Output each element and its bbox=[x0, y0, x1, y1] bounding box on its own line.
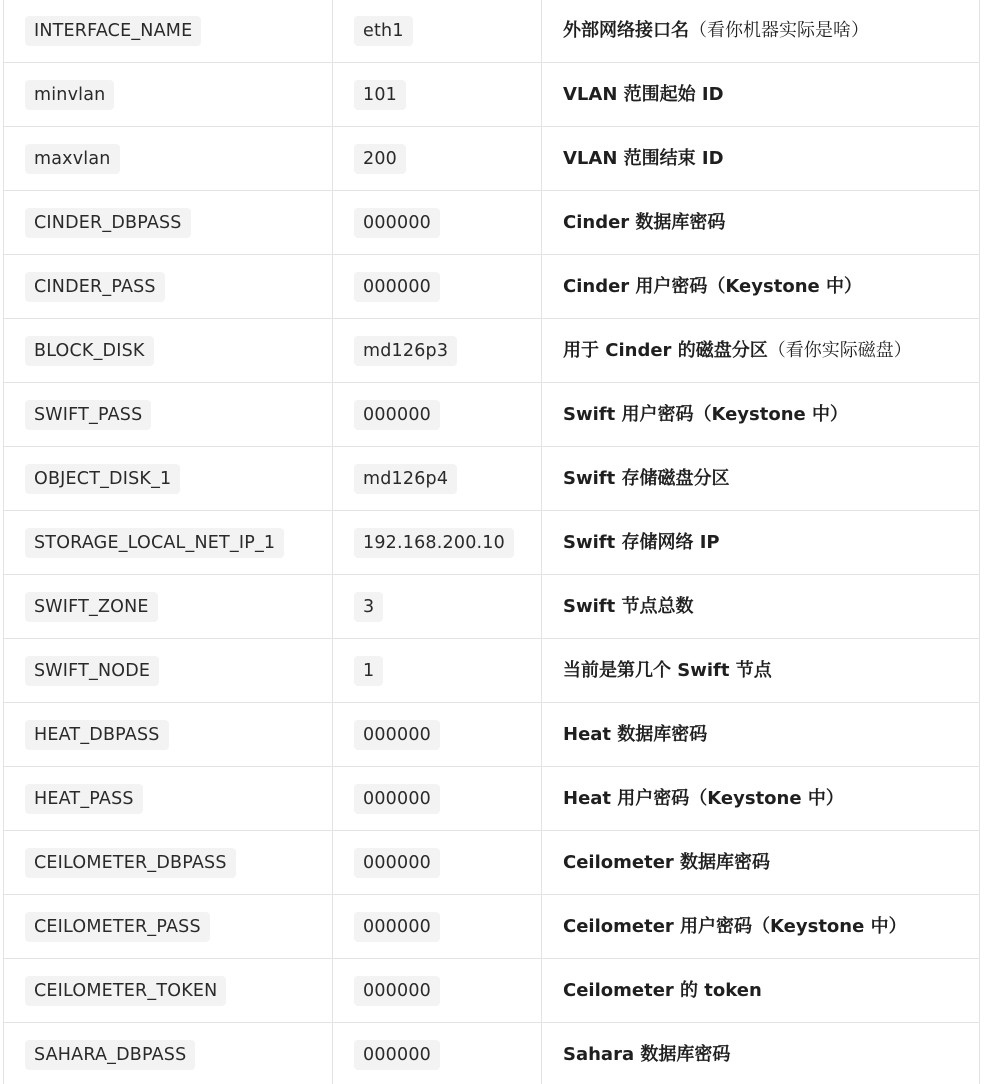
variable-name-cell bbox=[4, 575, 333, 639]
variable-value-cell bbox=[333, 639, 542, 703]
variable-description-cell bbox=[542, 63, 980, 127]
variable-description: Cinder 数据库密码 bbox=[563, 211, 726, 233]
variable-name-code: BLOCK_DISK bbox=[25, 336, 154, 366]
variable-value-code: 000000 bbox=[354, 784, 440, 814]
variable-name-cell bbox=[4, 63, 333, 127]
variable-name-code: SWIFT_NODE bbox=[25, 656, 159, 686]
variable-description: Swift 节点总数 bbox=[563, 595, 694, 617]
variable-value-cell bbox=[333, 191, 542, 255]
variable-value-code: 000000 bbox=[354, 976, 440, 1006]
variable-value-cell bbox=[333, 0, 542, 63]
variable-name-code: SWIFT_ZONE bbox=[25, 592, 158, 622]
variable-value-cell bbox=[333, 383, 542, 447]
variable-description: Sahara 数据库密码 bbox=[563, 1043, 731, 1065]
table-row bbox=[4, 191, 980, 255]
variable-name-code: minvlan bbox=[25, 80, 114, 110]
variable-description: Ceilometer 数据库密码 bbox=[563, 851, 771, 873]
variable-name-cell bbox=[4, 191, 333, 255]
variable-value-code: eth1 bbox=[354, 16, 413, 46]
variable-name-code: CEILOMETER_PASS bbox=[25, 912, 210, 942]
variable-description-cell bbox=[542, 383, 980, 447]
variable-value-cell bbox=[333, 575, 542, 639]
variable-name-code: maxvlan bbox=[25, 144, 120, 174]
variable-description: Heat 用户密码（Keystone 中） bbox=[563, 787, 844, 809]
variable-description: 外部网络接口名 bbox=[563, 19, 689, 41]
table-row bbox=[4, 319, 980, 383]
variable-name-cell bbox=[4, 959, 333, 1023]
variable-description: Cinder 用户密码（Keystone 中） bbox=[563, 275, 862, 297]
config-variable-table bbox=[3, 0, 980, 1084]
variable-description-cell bbox=[542, 255, 980, 319]
variable-name-cell bbox=[4, 511, 333, 575]
variable-name-code: CEILOMETER_TOKEN bbox=[25, 976, 226, 1006]
variable-description: Swift 存储网络 IP bbox=[563, 531, 720, 553]
variable-name-cell bbox=[4, 831, 333, 895]
variable-value-code: 000000 bbox=[354, 208, 440, 238]
variable-value-code: 000000 bbox=[354, 720, 440, 750]
variable-description-cell bbox=[542, 1023, 980, 1084]
table-row bbox=[4, 767, 980, 831]
variable-name-code: OBJECT_DISK_1 bbox=[25, 464, 180, 494]
variable-name-cell bbox=[4, 895, 333, 959]
variable-name-cell bbox=[4, 127, 333, 191]
variable-description-cell bbox=[542, 575, 980, 639]
variable-description: VLAN 范围起始 ID bbox=[563, 83, 724, 105]
variable-value-code: 000000 bbox=[354, 848, 440, 878]
variable-name-code: INTERFACE_NAME bbox=[25, 16, 201, 46]
table-row bbox=[4, 447, 980, 511]
variable-name-cell bbox=[4, 767, 333, 831]
variable-value-code: 000000 bbox=[354, 400, 440, 430]
variable-name-code: SAHARA_DBPASS bbox=[25, 1040, 195, 1070]
variable-description: Swift 存储磁盘分区 bbox=[563, 467, 730, 489]
variable-description-cell bbox=[542, 895, 980, 959]
variable-description-cell bbox=[542, 831, 980, 895]
variable-description-note: （看你实际磁盘） bbox=[767, 339, 912, 361]
variable-description-cell bbox=[542, 703, 980, 767]
variable-name-cell bbox=[4, 1023, 333, 1084]
variable-name-code: HEAT_DBPASS bbox=[25, 720, 169, 750]
variable-name-cell bbox=[4, 639, 333, 703]
variable-description: 当前是第几个 Swift 节点 bbox=[563, 659, 772, 681]
table-row bbox=[4, 959, 980, 1023]
variable-value-code: 101 bbox=[354, 80, 406, 110]
variable-description: Swift 用户密码（Keystone 中） bbox=[563, 403, 849, 425]
variable-name-cell bbox=[4, 447, 333, 511]
variable-name-code: CEILOMETER_DBPASS bbox=[25, 848, 236, 878]
variable-value-cell bbox=[333, 319, 542, 383]
variable-description: VLAN 范围结束 ID bbox=[563, 147, 724, 169]
variable-value-code: md126p4 bbox=[354, 464, 457, 494]
variable-name-cell bbox=[4, 0, 333, 63]
variable-description: Heat 数据库密码 bbox=[563, 723, 708, 745]
variable-description-note: （看你机器实际是啥） bbox=[689, 19, 869, 41]
variable-name-cell bbox=[4, 703, 333, 767]
variable-description-cell bbox=[542, 127, 980, 191]
variable-value-cell bbox=[333, 511, 542, 575]
table-row bbox=[4, 639, 980, 703]
table-row bbox=[4, 703, 980, 767]
variable-name-code: SWIFT_PASS bbox=[25, 400, 151, 430]
variable-description: 用于 Cinder 的磁盘分区 bbox=[563, 339, 768, 361]
variable-value-cell bbox=[333, 1023, 542, 1084]
variable-description-cell bbox=[542, 319, 980, 383]
variable-description-cell bbox=[542, 0, 980, 63]
variable-value-code: 3 bbox=[354, 592, 383, 622]
variable-name-code: STORAGE_LOCAL_NET_IP_1 bbox=[25, 528, 284, 558]
table-row bbox=[4, 1023, 980, 1084]
table-row bbox=[4, 127, 980, 191]
table-row bbox=[4, 63, 980, 127]
table-row bbox=[4, 575, 980, 639]
variable-value-cell bbox=[333, 447, 542, 511]
variable-name-cell bbox=[4, 319, 333, 383]
variable-description: Ceilometer 用户密码（Keystone 中） bbox=[563, 915, 907, 937]
variable-description-cell bbox=[542, 511, 980, 575]
variable-value-cell bbox=[333, 831, 542, 895]
variable-value-code: md126p3 bbox=[354, 336, 457, 366]
table-row bbox=[4, 831, 980, 895]
variable-name-cell bbox=[4, 255, 333, 319]
variable-value-code: 200 bbox=[354, 144, 406, 174]
variable-value-code: 000000 bbox=[354, 912, 440, 942]
variable-value-code: 000000 bbox=[354, 272, 440, 302]
variable-value-cell bbox=[333, 703, 542, 767]
table-row bbox=[4, 511, 980, 575]
variable-description-cell bbox=[542, 767, 980, 831]
variable-value-code: 1 bbox=[354, 656, 383, 686]
variable-value-code: 000000 bbox=[354, 1040, 440, 1070]
variable-name-code: HEAT_PASS bbox=[25, 784, 143, 814]
variable-value-cell bbox=[333, 895, 542, 959]
table-row bbox=[4, 383, 980, 447]
variable-description-cell bbox=[542, 447, 980, 511]
variable-value-cell bbox=[333, 959, 542, 1023]
variable-name-cell bbox=[4, 383, 333, 447]
variable-description-cell bbox=[542, 959, 980, 1023]
table-row bbox=[4, 0, 980, 63]
variable-description-cell bbox=[542, 639, 980, 703]
variable-description-cell bbox=[542, 191, 980, 255]
table-row bbox=[4, 895, 980, 959]
variable-value-cell bbox=[333, 63, 542, 127]
variable-value-cell bbox=[333, 767, 542, 831]
variable-description: Ceilometer 的 token bbox=[563, 979, 762, 1001]
variable-name-code: CINDER_PASS bbox=[25, 272, 165, 302]
table-row bbox=[4, 255, 980, 319]
variable-value-code: 192.168.200.10 bbox=[354, 528, 514, 558]
variable-value-cell bbox=[333, 255, 542, 319]
variable-name-code: CINDER_DBPASS bbox=[25, 208, 191, 238]
variable-value-cell bbox=[333, 127, 542, 191]
